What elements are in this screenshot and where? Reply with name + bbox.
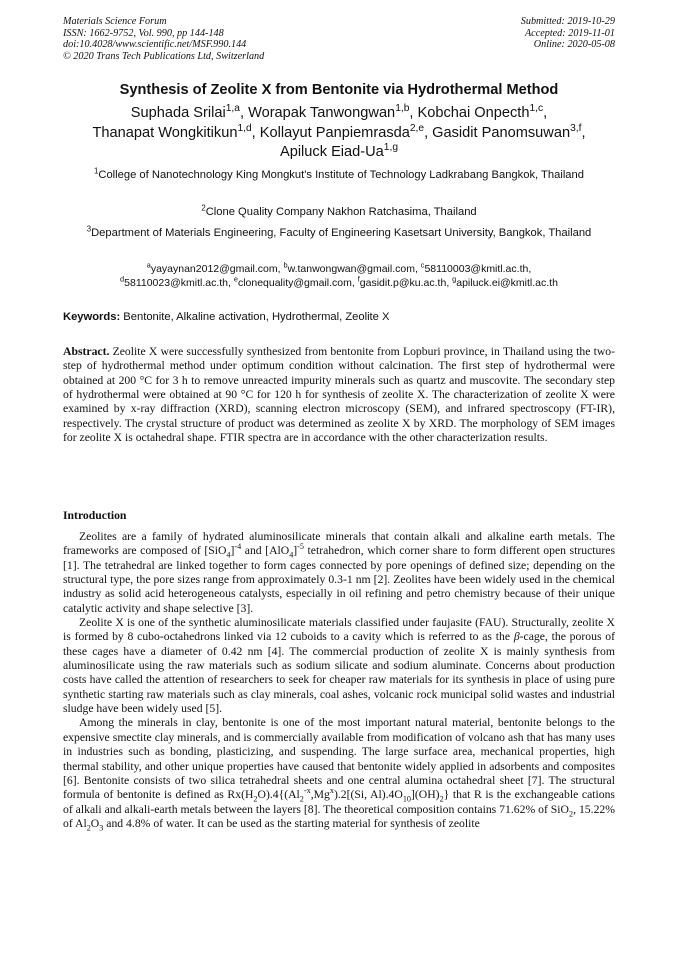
- abstract-label: Abstract.: [63, 345, 110, 358]
- author-list: [40, 104, 638, 163]
- email-link[interactable]: $^e$clonequality@gmail.com,: [233, 274, 358, 289]
- online-date: Online: 2020-05-08: [533, 39, 615, 51]
- header-right: [521, 16, 615, 51]
- author: Worapak Tanwongwan$^{1,b}$,: [248, 103, 418, 121]
- affiliation-3: $^3$Department of Materials Engineering, Faculty of Engineering Kasetsart University, Bangkok, Thailand: [86, 224, 592, 239]
- abstract-text: Zeolite X were successfully synthesized from bentonite from Lopburi province, in Thailand using the two-step of hydrothermal method under optimum condition without calcination. The first step of hydrothermal were obtained at 200 °C for 3 h to remove unreacted impurity minerals such as quartz and muscovite. The secondary step of hydrothermal were obtained at 90 °C for 120 h for synthesis of zeolite X. The characterization of zeolite X were examined by x-ray diffraction (XRD), scanning electron microscopy (SEM), and infrared spectroscopy (FT-IR), respectively. The crystal structure of product was determined as zeolite X by XRD. The morphology of SEM images for zeolite X is octahedral shape. FTIR spectra are in accordance with the other characterization results.: [63, 345, 615, 445]
- keywords-label: Keywords:: [63, 311, 121, 323]
- issn: ISSN: 1662-9752, Vol. 990, pp 144-148: [63, 27, 224, 39]
- email-list: [40, 262, 638, 290]
- accepted-date: Accepted: 2019-11-01: [524, 27, 615, 39]
- header-left: [63, 16, 264, 62]
- email-link[interactable]: $^g$apiluck.ei@kmitl.ac.th: [452, 274, 558, 289]
- paragraph: Zeolites are a family of hydrated aluminosilicate minerals that contain alkali and alkaline earth metals. The frameworks are composed of $[SiO_4]^{-4}$ and $[AlO_4]^{-5}$ tetrahedron, which corner share to form different open structures [1]. The tetrahedral are linked together to form cages connected by pore openings of defined size; depending on the structural type, the pore sizes range from approximately 0.3-1 nm [2]. Zeolites have been widely used in the chemical industry as solid acid heterogeneous catalysts, especially in oil refining and petro chemistry because of their unique catalytic activity and shape selective [3].: [63, 530, 615, 615]
- doi[interactable]: doi:10.4028/www.scientific.net/MSF.990.144: [63, 39, 247, 51]
- introduction-body: [63, 530, 615, 831]
- affiliation-1: $^1$College of Nanotechnology King Mongkut's Institute of Technology Ladkrabang Bangkok, Thailand: [94, 166, 584, 181]
- copyright: © 2020 Trans Tech Publications Ltd, Switzerland: [63, 50, 265, 62]
- author: Suphada Srilai$^{1,a}$,: [130, 103, 249, 121]
- author: Apiluck Eiad-Ua$^{1,g}$: [279, 142, 399, 160]
- author: Kobchai Onpecth$^{1,c}$,: [417, 103, 548, 121]
- submitted-date: Submitted: 2019-10-29: [520, 16, 615, 27]
- email-link[interactable]: $^d$58110023@kmitl.ac.th,: [120, 274, 234, 289]
- paragraph: Zeolite X is one of the synthetic aluminosilicate materials classified under faujasite (FAU). Structurally, zeolite X is formed by 8 cubo-octahedrons linked via 12 cuboids to a cavity which is referred to as the β-cage, the porous of these cages have a diameter of 0.42 nm [4]. The commercial production of zeolite X is mainly synthesis from aluminosilicate using the raw materials such as sodium silicate and sodium aluminate. Concerns about production costs have called the attention of researchers to seek for cheaper raw materials for its synthesis in place of using pure synthetic starting raw materials such as clay minerals, coal ashes, volcanic rock municipal solid wastes and industrial sludge have been widely used [5].: [63, 616, 615, 716]
- paragraph: Among the minerals in clay, bentonite is one of the most important natural material, bentonite belongs to the expensive smectite clay minerals, and is commercially available from modification of volcano ash that has many uses in industries such as bonding, plasticizing, and suspending. The large surface area, mechanical properties, high thermal stability, and other unique properties have caused that bentonite widely applied in adsorbents and composites [6]. Bentonite consists of two silica tetrahedral sheets and one central alumina octahedral sheet [7]. The structural formula of bentonite is defined as $Rx(H_2O).4\{(Al_2^{-x},Mg^x).2[(Si$, $Al).4O_{10}](OH)_2$} that R is the exchangeable cations of alkali and alkali-earth metals between the layers [8]. The theoretical composition contains 71.62% of SiO$_2$, 15.22% of $Al_2O_3$ and 4.8% of water. It can be used as the starting material for synthesis of zeolite: [63, 716, 615, 833]
- author: Kollayut Panpiemrasda$^{2,e}$,: [259, 122, 433, 141]
- keywords: [63, 311, 623, 323]
- email-link[interactable]: $^c$58110003@kmitl.ac.th,: [420, 260, 532, 275]
- paper-title: Synthesis of Zeolite X from Bentonite via Hydrothermal Method: [119, 82, 559, 98]
- abstract: [63, 345, 615, 445]
- author: Thanapat Wongkitikun$^{1,d}$,: [92, 122, 260, 141]
- email-link[interactable]: $^a$yayaynan2012@gmail.com,: [146, 260, 284, 275]
- affiliation-2: $^2$Clone Quality Company Nakhon Ratchasima, Thailand: [201, 203, 477, 218]
- section-heading: Introduction: [63, 509, 127, 522]
- email-link[interactable]: $^b$w.tanwongwan@gmail.com,: [283, 260, 421, 275]
- author: Gasidit Panomsuwan$^{3,f}$,: [432, 122, 586, 141]
- journal-name: Materials Science Forum: [63, 16, 167, 27]
- keywords-text: Bentonite, Alkaline activation, Hydrothermal, Zeolite X: [120, 311, 390, 323]
- email-link[interactable]: $^f$gasidit.p@ku.ac.th,: [357, 274, 453, 289]
